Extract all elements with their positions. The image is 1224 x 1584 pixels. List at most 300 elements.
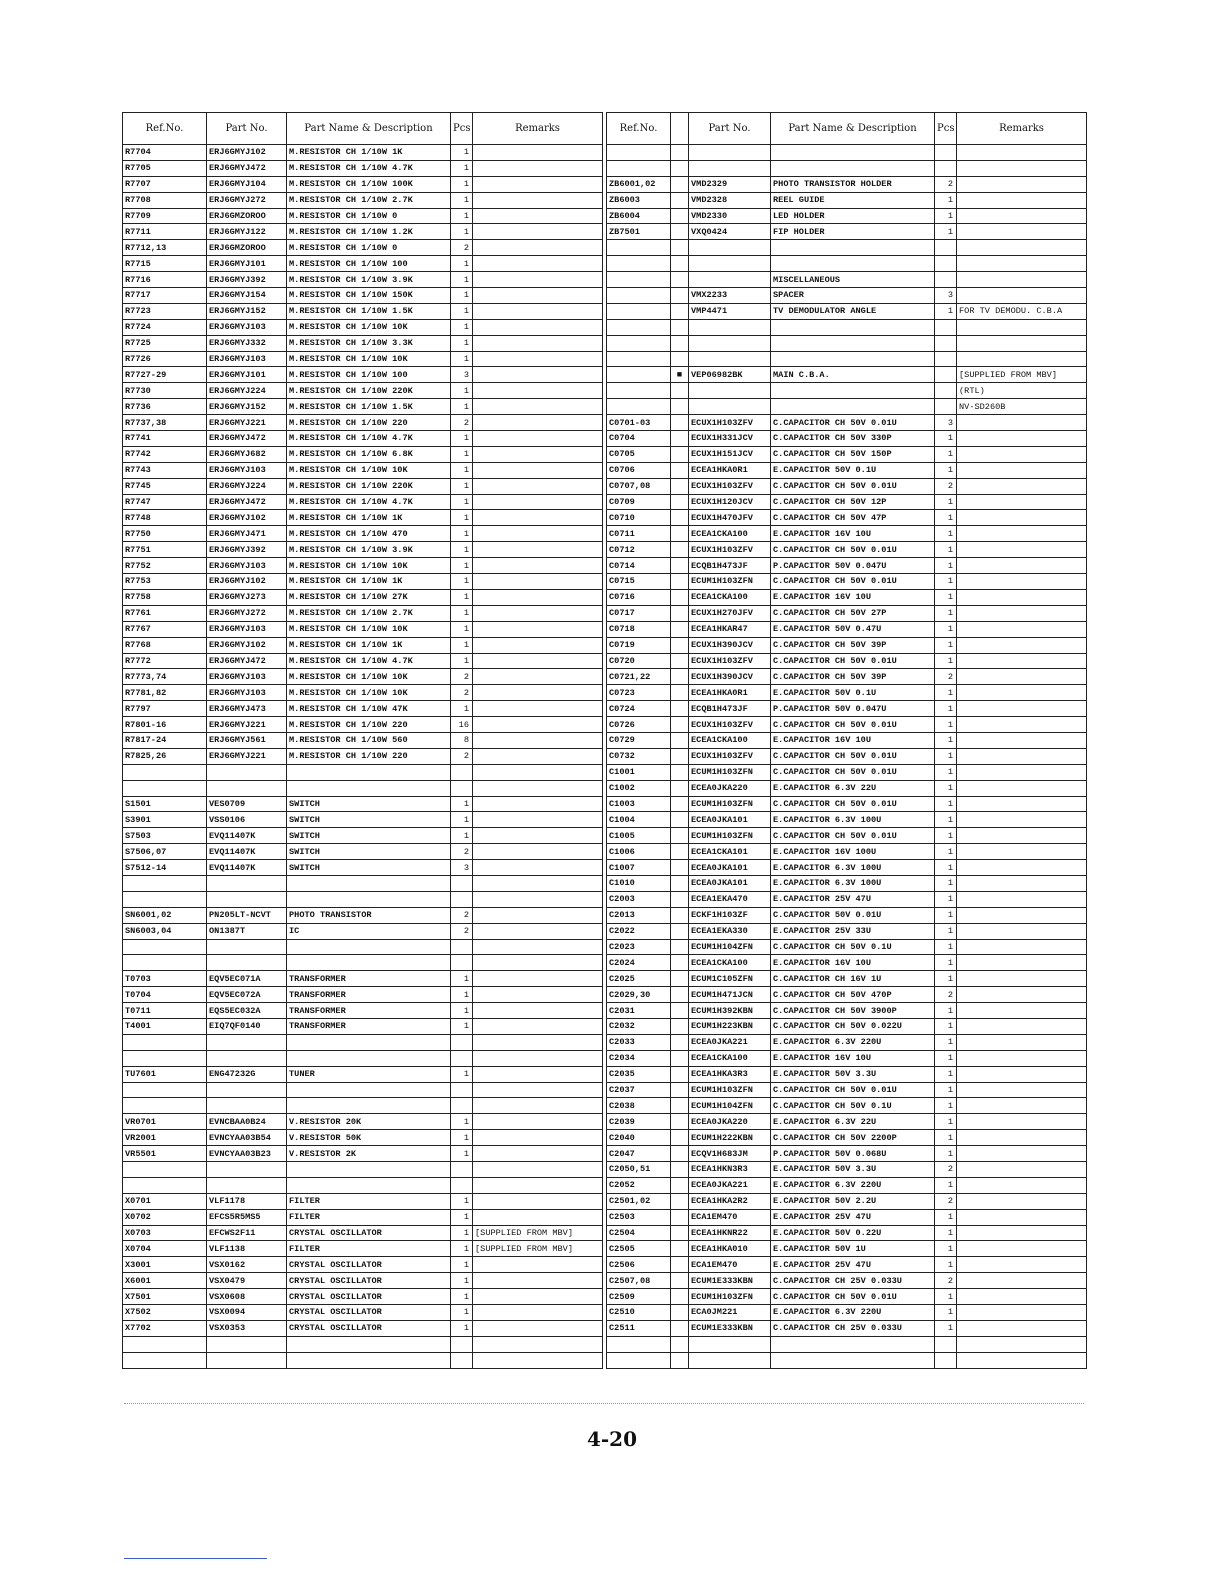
cell-pcs xyxy=(451,955,473,971)
cell-bullet xyxy=(671,240,689,256)
cell-pcs: 1 xyxy=(451,208,473,224)
cell-part xyxy=(689,1336,771,1352)
cell-ref: C2038 xyxy=(607,1098,671,1114)
cell-desc: C.CAPACITOR CH 16V 1U xyxy=(771,971,935,987)
cell-bullet xyxy=(671,732,689,748)
cell-remarks xyxy=(957,1241,1087,1257)
table-row xyxy=(123,1209,603,1225)
cell-part: VSX0094 xyxy=(207,1305,287,1321)
cell-remarks xyxy=(473,605,603,621)
cell-pcs: 1 xyxy=(935,1289,957,1305)
cell-desc xyxy=(771,351,935,367)
cell-remarks xyxy=(957,240,1087,256)
cell-ref: R7711 xyxy=(123,224,207,240)
cell-pcs: 1 xyxy=(451,192,473,208)
cell-remarks xyxy=(957,319,1087,335)
cell-remarks xyxy=(957,1082,1087,1098)
cell-pcs xyxy=(451,939,473,955)
cell-pcs: 1 xyxy=(451,431,473,447)
cell-pcs: 1 xyxy=(935,224,957,240)
table-row xyxy=(123,160,603,176)
cell-pcs: 1 xyxy=(935,717,957,733)
cell-desc: M.RESISTOR CH 1/10W 1.5K xyxy=(287,399,451,415)
cell-desc xyxy=(287,891,451,907)
cell-desc: M.RESISTOR CH 1/10W 220 xyxy=(287,415,451,431)
cell-remarks xyxy=(957,415,1087,431)
cell-ref xyxy=(607,351,671,367)
table-row xyxy=(123,669,603,685)
table-row xyxy=(607,335,1087,351)
cell-desc: C.CAPACITOR CH 50V 0.01U xyxy=(771,574,935,590)
cell-remarks: [SUPPLIED FROM MBV] xyxy=(473,1241,603,1257)
cell-part: EQS5EC032A xyxy=(207,1003,287,1019)
cell-ref: R7741 xyxy=(123,431,207,447)
cell-pcs: 1 xyxy=(451,971,473,987)
table-row xyxy=(607,446,1087,462)
cell-ref: SN6001,02 xyxy=(123,907,207,923)
cell-desc: E.CAPACITOR 6.3V 100U xyxy=(771,875,935,891)
col-part: Part No. xyxy=(207,113,287,145)
table-row xyxy=(123,558,603,574)
cell-desc: SWITCH xyxy=(287,812,451,828)
cell-remarks xyxy=(473,923,603,939)
cell-pcs: 1 xyxy=(935,796,957,812)
cell-part: ERJ6GMYJ473 xyxy=(207,701,287,717)
cell-desc: E.CAPACITOR 6.3V 100U xyxy=(771,860,935,876)
cell-ref: C1010 xyxy=(607,875,671,891)
table-row xyxy=(123,1320,603,1336)
table-row xyxy=(607,621,1087,637)
cell-part: ECEA1EKA330 xyxy=(689,923,771,939)
cell-pcs: 1 xyxy=(451,383,473,399)
table-row xyxy=(607,701,1087,717)
cell-pcs: 1 xyxy=(935,510,957,526)
cell-desc xyxy=(287,780,451,796)
cell-remarks xyxy=(957,653,1087,669)
cell-ref xyxy=(123,1336,207,1352)
cell-bullet xyxy=(671,907,689,923)
cell-remarks xyxy=(473,160,603,176)
cell-ref: TU7601 xyxy=(123,1066,207,1082)
cell-bullet xyxy=(671,653,689,669)
cell-part xyxy=(207,939,287,955)
cell-part: ERJ6GMYJ471 xyxy=(207,526,287,542)
cell-remarks xyxy=(957,780,1087,796)
cell-desc: M.RESISTOR CH 1/10W 10K xyxy=(287,558,451,574)
cell-pcs xyxy=(451,1050,473,1066)
table-row xyxy=(607,462,1087,478)
cell-desc: P.CAPACITOR 50V 0.068U xyxy=(771,1146,935,1162)
cell-part xyxy=(689,319,771,335)
cell-remarks xyxy=(473,621,603,637)
cell-remarks xyxy=(957,1273,1087,1289)
table-row xyxy=(607,669,1087,685)
cell-desc: E.CAPACITOR 50V 0.1U xyxy=(771,462,935,478)
cell-remarks xyxy=(957,1003,1087,1019)
cell-part: ECUX1H103ZFV xyxy=(689,415,771,431)
cell-ref: S7512-14 xyxy=(123,860,207,876)
cell-pcs: 1 xyxy=(451,701,473,717)
cell-pcs: 1 xyxy=(935,812,957,828)
cell-ref: R7817-24 xyxy=(123,732,207,748)
cell-remarks xyxy=(473,828,603,844)
cell-desc: SPACER xyxy=(771,288,935,304)
cell-desc: V.RESISTOR 50K xyxy=(287,1130,451,1146)
cell-ref: C0712 xyxy=(607,542,671,558)
cell-bullet xyxy=(671,160,689,176)
table-row xyxy=(607,240,1087,256)
table-row xyxy=(123,176,603,192)
cell-part xyxy=(689,335,771,351)
cell-desc: M.RESISTOR CH 1/10W 220 xyxy=(287,717,451,733)
cell-remarks xyxy=(957,1320,1087,1336)
cell-remarks xyxy=(957,748,1087,764)
cell-bullet xyxy=(671,923,689,939)
cell-ref: C2024 xyxy=(607,955,671,971)
table-row xyxy=(123,224,603,240)
table-row xyxy=(123,1003,603,1019)
cell-desc: C.CAPACITOR CH 50V 0.01U xyxy=(771,796,935,812)
cell-part xyxy=(207,1050,287,1066)
cell-ref: C0719 xyxy=(607,637,671,653)
col-ref: Ref.No. xyxy=(123,113,207,145)
cell-part: ECUX1H331JCV xyxy=(689,431,771,447)
cell-pcs: 1 xyxy=(451,574,473,590)
col-remarks: Remarks xyxy=(473,113,603,145)
table-row xyxy=(607,971,1087,987)
cell-remarks xyxy=(957,701,1087,717)
cell-part: ERJ6GMYJ472 xyxy=(207,431,287,447)
cell-desc: M.RESISTOR CH 1/10W 220K xyxy=(287,383,451,399)
cell-part: ECA1EM470 xyxy=(689,1209,771,1225)
cell-desc: M.RESISTOR CH 1/10W 10K xyxy=(287,319,451,335)
cell-part: ECEA0JKA220 xyxy=(689,780,771,796)
cell-remarks xyxy=(957,1034,1087,1050)
table-row xyxy=(607,875,1087,891)
cell-bullet xyxy=(671,1336,689,1352)
table-row xyxy=(607,907,1087,923)
cell-pcs: 1 xyxy=(451,796,473,812)
cell-ref: R7723 xyxy=(123,303,207,319)
cell-desc: M.RESISTOR CH 1/10W 1.5K xyxy=(287,303,451,319)
table-row xyxy=(123,145,603,161)
cell-ref: C2510 xyxy=(607,1305,671,1321)
table-row xyxy=(123,971,603,987)
cell-remarks xyxy=(957,669,1087,685)
table-row xyxy=(607,1162,1087,1178)
cell-desc xyxy=(771,1352,935,1368)
cell-desc xyxy=(287,764,451,780)
cell-pcs: 1 xyxy=(451,1225,473,1241)
cell-desc: M.RESISTOR CH 1/10W 150K xyxy=(287,288,451,304)
cell-remarks xyxy=(473,494,603,510)
cell-remarks xyxy=(473,1162,603,1178)
cell-part: ECUM1H103ZFN xyxy=(689,1289,771,1305)
cell-part xyxy=(689,399,771,415)
cell-ref: C2031 xyxy=(607,1003,671,1019)
cell-remarks xyxy=(473,558,603,574)
cell-part: ERJ6GMYJ102 xyxy=(207,637,287,653)
cell-bullet xyxy=(671,351,689,367)
table-row xyxy=(123,494,603,510)
cell-bullet xyxy=(671,510,689,526)
cell-remarks xyxy=(473,446,603,462)
cell-ref: ZB6003 xyxy=(607,192,671,208)
cell-part: ERJ6GMYJ154 xyxy=(207,288,287,304)
table-row xyxy=(123,446,603,462)
cell-pcs: 2 xyxy=(935,1193,957,1209)
cell-part xyxy=(207,1098,287,1114)
cell-pcs: 1 xyxy=(935,1257,957,1273)
cell-ref: C2022 xyxy=(607,923,671,939)
table-row xyxy=(123,351,603,367)
cell-bullet xyxy=(671,875,689,891)
cell-pcs: 1 xyxy=(935,701,957,717)
cell-part: ECUM1H471JCN xyxy=(689,987,771,1003)
cell-ref xyxy=(123,1162,207,1178)
cell-pcs: 1 xyxy=(935,1305,957,1321)
cell-remarks xyxy=(473,1177,603,1193)
table-row xyxy=(123,955,603,971)
cell-desc: M.RESISTOR CH 1/10W 10K xyxy=(287,669,451,685)
cell-ref: R7705 xyxy=(123,160,207,176)
cell-desc xyxy=(771,383,935,399)
cell-part: ECUM1H222KBN xyxy=(689,1130,771,1146)
cell-desc: E.CAPACITOR 25V 33U xyxy=(771,923,935,939)
cell-bullet xyxy=(671,319,689,335)
table-row xyxy=(607,1066,1087,1082)
cell-part: EVQ11407K xyxy=(207,844,287,860)
cell-part xyxy=(689,160,771,176)
cell-part: ECEA1CKA101 xyxy=(689,844,771,860)
cell-ref: R7767 xyxy=(123,621,207,637)
table-row xyxy=(123,288,603,304)
table-row xyxy=(123,653,603,669)
cell-part: ECUM1E333KBN xyxy=(689,1320,771,1336)
cell-part: VLF1178 xyxy=(207,1193,287,1209)
cell-ref xyxy=(123,764,207,780)
cell-desc: MISCELLANEOUS xyxy=(771,272,935,288)
cell-ref: R7745 xyxy=(123,478,207,494)
cell-ref: C2003 xyxy=(607,891,671,907)
cell-part xyxy=(207,1352,287,1368)
table-row xyxy=(123,192,603,208)
cell-part: ECEA1HKA0R1 xyxy=(689,685,771,701)
cell-part: ERJ6GMYJ122 xyxy=(207,224,287,240)
cell-pcs xyxy=(935,383,957,399)
table-row xyxy=(607,1018,1087,1034)
cell-ref: R7748 xyxy=(123,510,207,526)
cell-remarks xyxy=(473,701,603,717)
table-row xyxy=(607,717,1087,733)
table-row xyxy=(607,224,1087,240)
cell-part: ECEA0JKA220 xyxy=(689,1114,771,1130)
cell-ref: X0704 xyxy=(123,1241,207,1257)
table-row xyxy=(607,558,1087,574)
cell-part: ERJ6GMYJ152 xyxy=(207,303,287,319)
cell-remarks xyxy=(957,208,1087,224)
cell-part: ECEA1CKA100 xyxy=(689,732,771,748)
cell-remarks xyxy=(473,256,603,272)
table-row xyxy=(123,1034,603,1050)
cell-remarks xyxy=(957,335,1087,351)
cell-ref xyxy=(607,272,671,288)
cell-desc: CRYSTAL OSCILLATOR xyxy=(287,1305,451,1321)
cell-part: PN205LT-NCVT xyxy=(207,907,287,923)
cell-bullet xyxy=(671,288,689,304)
cell-remarks xyxy=(957,1066,1087,1082)
cell-desc: M.RESISTOR CH 1/10W 100 xyxy=(287,367,451,383)
cell-remarks xyxy=(957,844,1087,860)
cell-pcs: 2 xyxy=(451,685,473,701)
cell-pcs: 1 xyxy=(935,1082,957,1098)
cell-bullet xyxy=(671,780,689,796)
cell-pcs: 1 xyxy=(451,256,473,272)
cell-pcs: 1 xyxy=(451,145,473,161)
cell-pcs: 1 xyxy=(935,1018,957,1034)
cell-part: VXQ0424 xyxy=(689,224,771,240)
col-desc: Part Name & Description xyxy=(771,113,935,145)
cell-pcs: 1 xyxy=(935,1320,957,1336)
cell-ref xyxy=(123,780,207,796)
cell-remarks xyxy=(957,1193,1087,1209)
cell-pcs: 1 xyxy=(935,764,957,780)
cell-remarks xyxy=(473,669,603,685)
cell-pcs: 1 xyxy=(451,637,473,653)
cell-part: ERJ6GMYJ272 xyxy=(207,192,287,208)
cell-bullet xyxy=(671,224,689,240)
cell-remarks xyxy=(957,923,1087,939)
cell-ref: C2052 xyxy=(607,1177,671,1193)
cell-bullet xyxy=(671,526,689,542)
cell-ref: ZB7501 xyxy=(607,224,671,240)
table-row xyxy=(123,1289,603,1305)
cell-ref: C0707,08 xyxy=(607,478,671,494)
cell-remarks xyxy=(473,415,603,431)
table-row xyxy=(123,1066,603,1082)
cell-part: VSX0162 xyxy=(207,1257,287,1273)
table-row xyxy=(123,891,603,907)
cell-ref: C0710 xyxy=(607,510,671,526)
cell-remarks xyxy=(473,1034,603,1050)
cell-remarks xyxy=(957,685,1087,701)
bottom-dotted-rule xyxy=(124,1403,1084,1404)
table-row xyxy=(607,1257,1087,1273)
cell-bullet xyxy=(671,256,689,272)
table-row xyxy=(607,1034,1087,1050)
cell-pcs: 2 xyxy=(935,1162,957,1178)
cell-desc: M.RESISTOR CH 1/10W 10K xyxy=(287,621,451,637)
cell-ref: R7707 xyxy=(123,176,207,192)
cell-bullet xyxy=(671,446,689,462)
cell-remarks xyxy=(473,1082,603,1098)
cell-bullet xyxy=(671,748,689,764)
cell-ref xyxy=(123,1034,207,1050)
cell-ref: C1004 xyxy=(607,812,671,828)
cell-remarks xyxy=(957,637,1087,653)
cell-desc: FIP HOLDER xyxy=(771,224,935,240)
cell-part: EIQ7QF0140 xyxy=(207,1018,287,1034)
cell-ref: VR5501 xyxy=(123,1146,207,1162)
cell-bullet xyxy=(671,192,689,208)
cell-pcs: 1 xyxy=(451,542,473,558)
cell-desc: C.CAPACITOR CH 50V 0.022U xyxy=(771,1018,935,1034)
table-row xyxy=(123,303,603,319)
cell-ref: R7773,74 xyxy=(123,669,207,685)
cell-pcs: 1 xyxy=(935,1209,957,1225)
cell-pcs: 1 xyxy=(935,1034,957,1050)
cell-ref xyxy=(607,145,671,161)
cell-ref xyxy=(607,335,671,351)
cell-ref xyxy=(123,1177,207,1193)
table-row xyxy=(607,494,1087,510)
table-row xyxy=(123,256,603,272)
cell-desc: M.RESISTOR CH 1/10W 3.9K xyxy=(287,542,451,558)
cell-part xyxy=(207,891,287,907)
cell-ref: ZB6004 xyxy=(607,208,671,224)
cell-ref: T4001 xyxy=(123,1018,207,1034)
cell-bullet xyxy=(671,1305,689,1321)
table-row xyxy=(607,526,1087,542)
table-row xyxy=(607,987,1087,1003)
cell-remarks xyxy=(473,637,603,653)
cell-bullet xyxy=(671,891,689,907)
cell-ref: R7712,13 xyxy=(123,240,207,256)
cell-ref: C0715 xyxy=(607,574,671,590)
table-row xyxy=(607,208,1087,224)
cell-desc: C.CAPACITOR CH 25V 0.033U xyxy=(771,1273,935,1289)
cell-pcs: 3 xyxy=(451,367,473,383)
cell-ref xyxy=(607,288,671,304)
cell-desc: E.CAPACITOR 6.3V 22U xyxy=(771,780,935,796)
cell-remarks xyxy=(473,526,603,542)
cell-pcs: 1 xyxy=(935,621,957,637)
cell-desc: C.CAPACITOR CH 50V 0.01U xyxy=(771,828,935,844)
table-row xyxy=(607,319,1087,335)
cell-desc: E.CAPACITOR 50V 3.3U xyxy=(771,1066,935,1082)
cell-remarks xyxy=(957,351,1087,367)
cell-ref: R7801-16 xyxy=(123,717,207,733)
cell-desc: E.CAPACITOR 50V 0.1U xyxy=(771,685,935,701)
cell-pcs: 1 xyxy=(451,1114,473,1130)
cell-remarks xyxy=(473,764,603,780)
cell-remarks xyxy=(957,891,1087,907)
cell-part: ECA0JM221 xyxy=(689,1305,771,1321)
cell-part: ECEA0JKA101 xyxy=(689,875,771,891)
cell-part: EFCS5R5MS5 xyxy=(207,1209,287,1225)
cell-remarks xyxy=(473,510,603,526)
table-row xyxy=(123,860,603,876)
cell-pcs: 1 xyxy=(935,1146,957,1162)
cell-ref: C2503 xyxy=(607,1209,671,1225)
cell-part xyxy=(207,1177,287,1193)
cell-part: VES0709 xyxy=(207,796,287,812)
cell-pcs: 1 xyxy=(935,208,957,224)
cell-pcs xyxy=(451,1352,473,1368)
table-row xyxy=(607,637,1087,653)
cell-remarks xyxy=(957,1177,1087,1193)
cell-desc: C.CAPACITOR CH 50V 470P xyxy=(771,987,935,1003)
cell-part: EQV5EC071A xyxy=(207,971,287,987)
table-row xyxy=(123,478,603,494)
table-row xyxy=(123,701,603,717)
cell-bullet xyxy=(671,844,689,860)
cell-desc: FILTER xyxy=(287,1241,451,1257)
cell-desc: M.RESISTOR CH 1/10W 470 xyxy=(287,526,451,542)
cell-ref: S1501 xyxy=(123,796,207,812)
cell-desc: C.CAPACITOR CH 50V 12P xyxy=(771,494,935,510)
cell-remarks xyxy=(473,1018,603,1034)
